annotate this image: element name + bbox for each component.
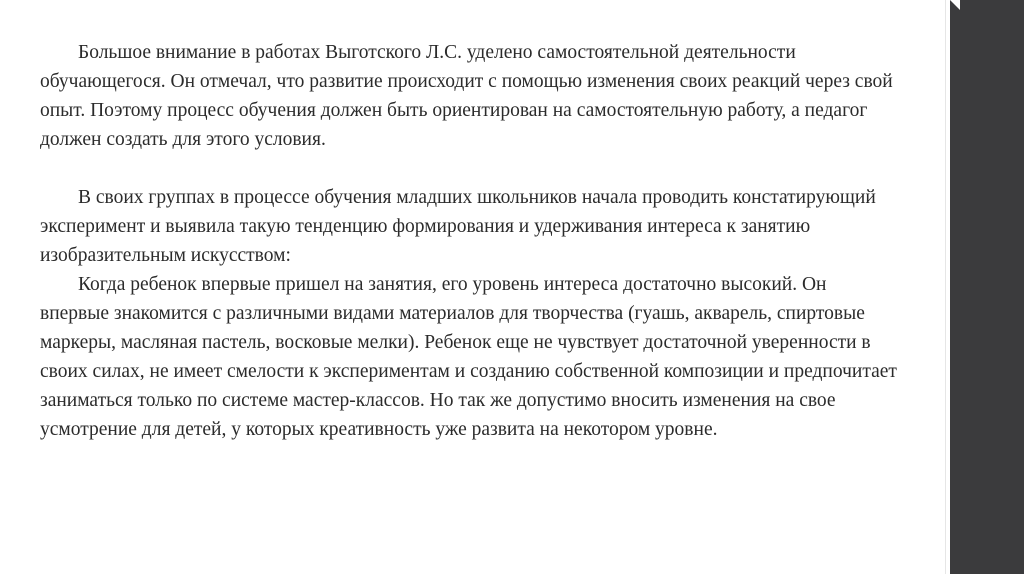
- sidebar-divider: [945, 0, 946, 574]
- paragraph-vygotsky: Большое внимание в работах Выготского Л.С. уделено самостоятельной деятельности обучающегося. Он отмечал, что развитие происходит с помощью изменения своих реакций через свой опыт. Поэтому процесс обучения должен быть ориентирован на самостоятельную работу, а педагог должен создать для этого условия.: [40, 42, 893, 150]
- paragraph-child-interest: Когда ребенок впервые пришел на занятия, его уровень интереса достаточно высокий. Он впервые знакомится с различными видами материалов для творчества (гуашь, акварель, спиртовые маркеры, масляная пастель, восковые мелки). Ребенок еще не чувствует достаточной уверенности в своих силах, не имеет смелости к экспериментам и созданию собственной композиции и предпочитает заниматься только по системе мастер-классов. Но так же допустимо вносить изменения на свое усмотрение для детей, у которых креативность уже развита на некотором уровне.: [40, 274, 897, 440]
- sidebar-corner-accent: [950, 0, 960, 10]
- slide-text-body: [40, 38, 900, 444]
- paragraph-experiment: В своих группах в процессе обучения младших школьников начала проводить констатирующий эксперимент и выявила такую тенденцию формирования и удерживания интереса к занятию изобразительным искусством:: [40, 187, 876, 266]
- right-sidebar-panel: [950, 0, 1024, 574]
